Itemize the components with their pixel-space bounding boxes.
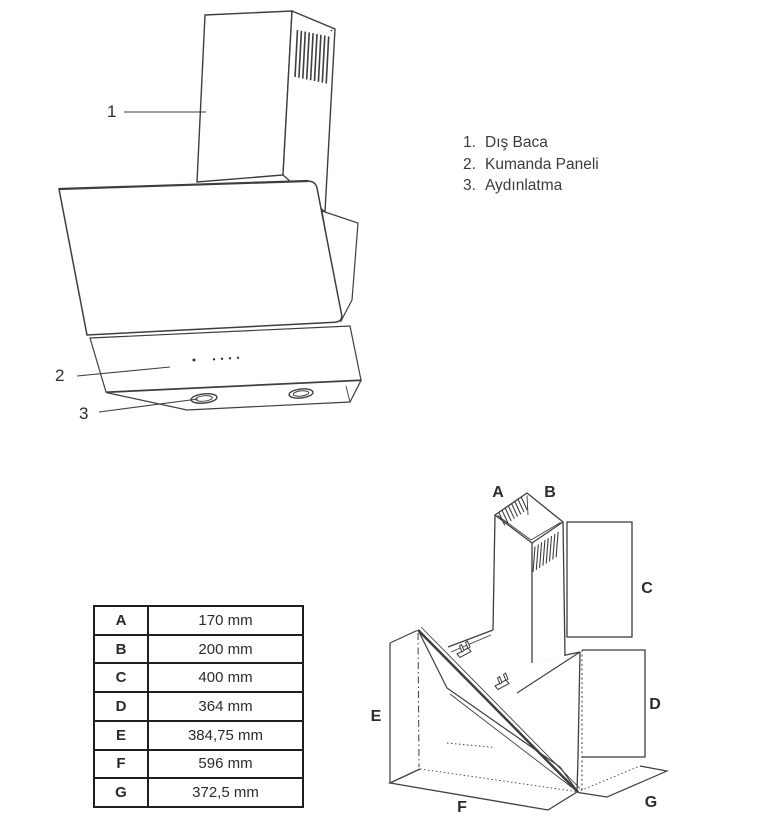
parts-legend: [463, 132, 599, 197]
legend-item: [463, 175, 599, 197]
dim-plane-G: [577, 766, 667, 797]
table-row: [94, 692, 303, 721]
dimension-value: 372,5 mm: [148, 778, 303, 807]
dimension-value: 596 mm: [148, 750, 303, 779]
dimension-key: F: [94, 750, 148, 779]
dimension-key: C: [94, 663, 148, 692]
svg-text:F: F: [457, 799, 467, 816]
glass-panel: [59, 181, 342, 335]
table-row: [94, 635, 303, 664]
dimension-key: E: [94, 721, 148, 750]
legend-item: [463, 132, 599, 154]
dimension-value: 170 mm: [148, 606, 303, 635]
floor-plane: [390, 743, 577, 810]
svg-text:B: B: [544, 484, 556, 501]
dimension-key: D: [94, 692, 148, 721]
legend-item-number: 3.: [463, 177, 476, 195]
callout-1: [107, 102, 206, 121]
legend-item-label: Aydınlatma: [485, 177, 563, 195]
svg-text:E: E: [370, 708, 382, 725]
hood-illustration: [0, 0, 460, 440]
legend-item-number: 2.: [463, 155, 476, 173]
legend-item: [463, 154, 599, 176]
table-row: [94, 663, 303, 692]
dimension-key: G: [94, 778, 148, 807]
svg-text:C: C: [641, 580, 653, 597]
legend-item-label: Kumanda Paneli: [485, 155, 599, 173]
svg-text:A: A: [492, 484, 504, 501]
dimension-value: 400 mm: [148, 663, 303, 692]
dimensions-table: [93, 605, 304, 808]
svg-text:3: 3: [79, 404, 89, 423]
dimension-value: 384,75 mm: [148, 721, 303, 750]
dimension-value: 200 mm: [148, 635, 303, 664]
table-row: [94, 750, 303, 779]
svg-text:D: D: [649, 696, 661, 713]
dimension-diagram: [370, 470, 765, 831]
legend-item-number: 1.: [463, 134, 476, 151]
table-row: [94, 721, 303, 750]
dimension-key: A: [94, 606, 148, 635]
svg-text:2: 2: [55, 366, 65, 385]
table-row: [94, 778, 303, 807]
chimney: [493, 493, 565, 663]
dim-bracket-C: [567, 522, 632, 637]
dim-bracket-D: [582, 650, 645, 757]
mounting-hook: [495, 673, 509, 690]
svg-text:1: 1: [107, 102, 117, 121]
table-row: [94, 606, 303, 635]
dimension-key: B: [94, 635, 148, 664]
legend-item-label: Dış Baca: [485, 134, 548, 151]
dim-line-E: [390, 631, 417, 784]
svg-text:G: G: [644, 794, 658, 811]
dimension-value: 364 mm: [148, 692, 303, 721]
